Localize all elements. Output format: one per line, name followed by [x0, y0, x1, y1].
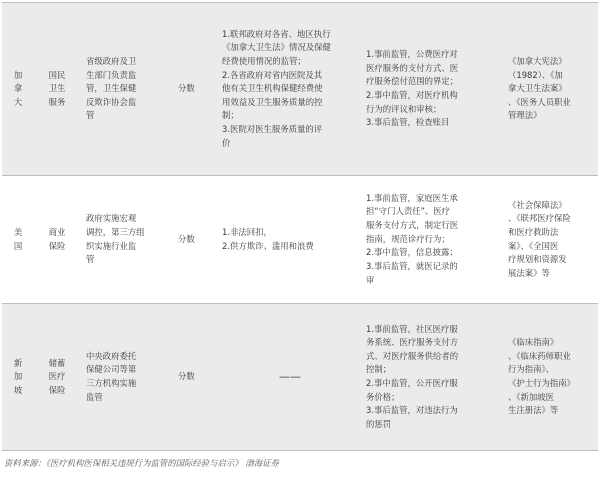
- laws-cell: 《临床指南》 、《临床药师职业 行为指南》、 《护士行为指南》 、《新加坡医 生注册法》等: [502, 304, 598, 451]
- laws-cell: 《加拿大宪法》 （1982）、《加 拿大卫生法案》 、《医务人员职业 管理法》: [502, 3, 598, 176]
- country-cell: 新 加 坡: [2, 304, 34, 451]
- table-row: [2, 3, 598, 176]
- measures-cell: 1.事前监管，社区医疗服 务系统、医疗服务支付方 式、对医疗服务供给者的 控制； 2.事中监管，公开医疗服 务价格； 3.事后监管，对违法行为 的惩罚: [362, 304, 502, 451]
- country-cell: 美 国: [2, 176, 34, 304]
- insurance-type-cell: 国民 卫生 服务: [34, 3, 80, 176]
- table-row: [2, 304, 598, 451]
- supervisor-cell: 中央政府委托 保健公司等第 三方机构实施 监管: [80, 304, 172, 451]
- content-cell: 1.联邦政府对各省、地区执行 《加拿大卫生法》情况及保健 经费使用情况的监管； 2.各省政府对省内医院及其 他有关卫生机构保健经费使 用效益及卫生服务质量的控 制； 3.医院对医生服务质量的评 价: [218, 3, 362, 176]
- measures-cell: 1.事前监管，公费医疗对 医疗服务的支付方式、医 疗服务偿付范围的界定； 2.事中监管，对医疗机构 行为的评议和审核； 3.事后监管，检查账目: [362, 3, 502, 176]
- insurance-type-cell: 储蓄 医疗 保险: [34, 304, 80, 451]
- insurance-type-cell: 商业 保险: [34, 176, 80, 304]
- payment-cell: 分数: [172, 3, 218, 176]
- payment-cell: 分数: [172, 304, 218, 451]
- country-cell: 加 拿 大: [2, 3, 34, 176]
- laws-cell: 《社会保障法》 、《联邦医疗保险 和医疗救助法 案》、《全国医 疗规划和资源发 展法案》等: [502, 176, 598, 304]
- supervisor-cell: 省级政府及卫 生部门负责监 管，卫生保健 反欺诈协会监 管: [80, 3, 172, 176]
- measures-cell: 1.事前监管，家庭医生承 担“守门人责任”、医疗 服务支付方式，制定行医 指南，规范诊疗行为； 2.事中监管，信息披露； 3.事后监管，就医记录的 审: [362, 176, 502, 304]
- payment-cell: 分数: [172, 176, 218, 304]
- supervisor-cell: 政府实施宏观 调控，第三方组 织实施行业监 管: [80, 176, 172, 304]
- source-note: 资料来源：《医疗机构医保相关违规行为监管的国际经验与启示》 渤海证券: [4, 458, 279, 468]
- table-row: [2, 176, 598, 304]
- content-cell: 1.非法回扣， 2.供方欺诈、滥用和浪费: [218, 176, 362, 304]
- content-cell: ——: [218, 304, 362, 451]
- regulation-table: [2, 2, 598, 451]
